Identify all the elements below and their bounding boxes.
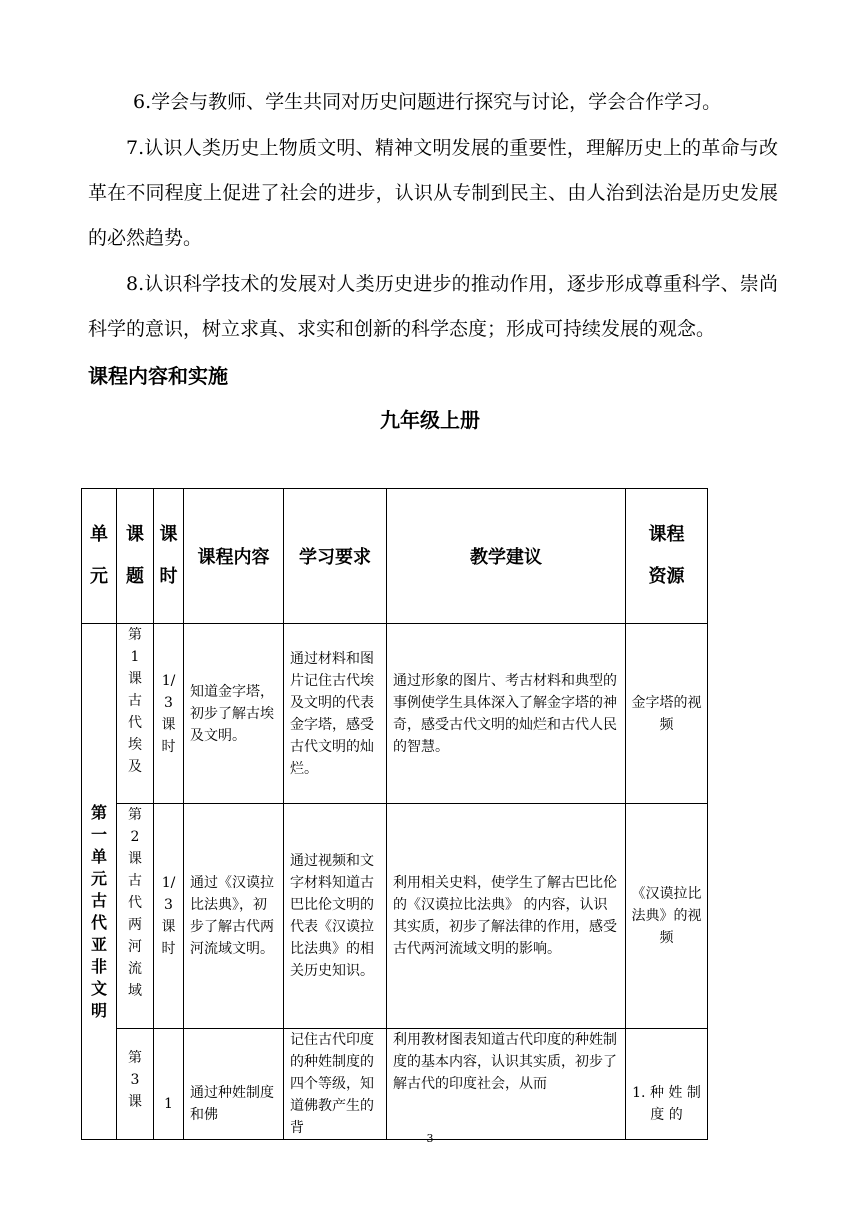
table-row [82,1029,708,1140]
lesson-cell: 第3课 [117,1029,154,1140]
content-cell: 知道金字塔，初步了解古埃及文明。 [184,624,284,804]
section-heading: 课程内容和实施 [88,364,228,388]
header-unit: 单元 [82,489,117,624]
hours-cell: 1/3课时 [154,804,184,1029]
requirement-cell: 通过视频和文字材料知道古巴比伦文明的代表《汉谟拉比法典》的相关历史知识。 [284,804,387,1029]
lesson-cell: 第1课古代埃及 [117,624,154,804]
hours-cell: 1 [154,1029,184,1140]
resource-cell: 金字塔的视频 [626,624,708,804]
suggestion-cell: 利用教材图表知道古代印度的种姓制度的基本内容，认识其实质，初步了解古代的印度社会，从而 [387,1029,626,1140]
header-content: 课程内容 [184,489,284,624]
header-hours: 课时 [154,489,184,624]
requirement-cell: 记住古代印度的种姓制度的四个等级，知道佛教产生的背 [284,1029,387,1140]
objective-6: 6.学会与教师、学生共同对历史问题进行探究与讨论，学会合作学习。 [133,91,722,113]
grade-title: 九年级上册 [380,408,480,432]
header-suggestion: 教学建议 [387,489,626,624]
table-row [82,804,708,1029]
header-requirement: 学习要求 [284,489,387,624]
suggestion-cell: 利用相关史料，使学生了解古巴比伦的《汉谟拉比法典》 的内容，认识其实质，初步了解法律的作用，感受古代两河流域文明的影响。 [387,804,626,1029]
objective-8: 8.认识科学技术的发展对人类历史进步的推动作用，逐步形成尊重科学、崇尚科学的意识，树立求真、求实和创新的科学态度；形成可持续发展的观念。 [88,273,778,340]
header-resource: 课程资源 [626,489,708,624]
table-header-row [82,489,708,624]
resource-cell: 《汉谟拉比法典》的视频 [626,804,708,1029]
objective-7: 7.认识人类历史上物质文明、精神文明发展的重要性，理解历史上的革命与改革在不同程度上促进了社会的进步，认识从专制到民主、由人治到法治是历史发展的必然趋势。 [88,137,778,249]
curriculum-table [81,488,708,1140]
content-cell: 通过《汉谟拉比法典》，初步了解古代两河流域文明。 [184,804,284,1029]
table-row [82,624,708,804]
suggestion-cell: 通过形象的图片、考古材料和典型的事例使学生具体深入了解金字塔的神奇，感受古代文明的灿烂和古代人民的智慧。 [387,624,626,804]
content-cell: 通过种姓制度和佛 [184,1029,284,1140]
hours-cell: 1/3课时 [154,624,184,804]
requirement-cell: 通过材料和图片记住古代埃及文明的代表金字塔，感受古代文明的灿烂。 [284,624,387,804]
unit-cell: 第一单元古代亚非文明 [82,624,117,1140]
lesson-cell: 第2课古代两河流域 [117,804,154,1029]
resource-cell: 1. 种 姓 制 度 的 [626,1029,708,1140]
header-lesson: 课题 [117,489,154,624]
page-number: 3 [426,1132,434,1145]
